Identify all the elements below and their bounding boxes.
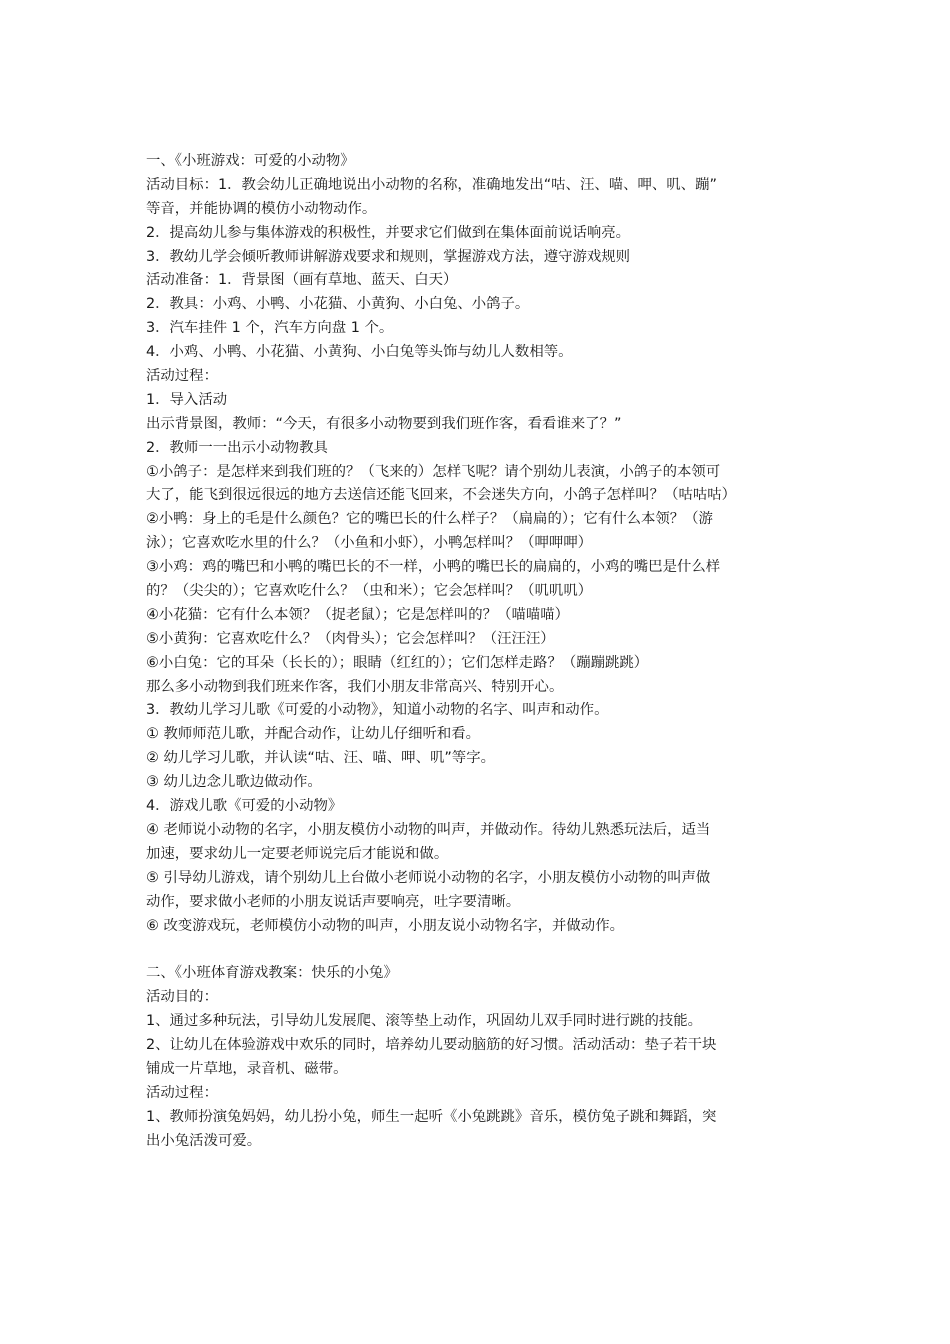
text-line: 活动准备：1．背景图（画有草地、蓝天、白天） — [146, 272, 458, 289]
text-line: 2．教具：小鸡、小鸭、小花猫、小黄狗、小白兔、小鸽子。 — [146, 296, 530, 313]
text-line: 加速，要求幼儿一定要老师说完后才能说和做。 — [146, 845, 449, 862]
text-line: 出示背景图，教师：“今天，有很多小动物要到我们班作客，看看谁来了？” — [146, 415, 622, 432]
text-line: 等音，并能协调的模仿小动物动作。 — [146, 200, 377, 217]
text-line: 1、通过多种玩法，引导幼儿发展爬、滚等垫上动作，巩固幼儿双手同时进行跳的技能。 — [146, 1013, 703, 1030]
text-line: 1．导入活动 — [146, 391, 228, 408]
text-line: ④ 老师说小动物的名字，小朋友模仿小动物的叫声，并做动作。待幼儿熟悉玩法后，适当 — [146, 821, 711, 838]
text-line: 2、让幼儿在体验游戏中欢乐的同时，培养幼儿要动脑筋的好习惯。活动活动：垫子若干块 — [146, 1036, 717, 1053]
text-line: 活动过程： — [146, 1084, 218, 1101]
text-line: ⑥ 改变游戏玩，老师模仿小动物的叫声，小朋友说小动物名字，并做动作。 — [146, 917, 624, 934]
text-line: 4．小鸡、小鸭、小花猫、小黄狗、小白兔等头饰与幼儿人数相等。 — [146, 344, 573, 361]
text-line: 2．教师一一出示小动物教具 — [146, 439, 328, 456]
text-line: 动作，要求做小老师的小朋友说话声要响亮，吐字要清晰。 — [146, 893, 521, 910]
text-line: ②小鸭：身上的毛是什么颜色？它的嘴巴长的什么样子？（扁扁的）；它有什么本领？（游 — [146, 511, 713, 528]
text-line: ⑤ 引导幼儿游戏，请个别幼儿上台做小老师说小动物的名字，小朋友模仿小动物的叫声做 — [146, 869, 711, 886]
text-line: ① 教师师范儿歌，并配合动作，让幼儿仔细听和看。 — [146, 726, 481, 743]
text-line: 3．教幼儿学会倾听教师讲解游戏要求和规则，掌握游戏方法，遵守游戏规则 — [146, 248, 631, 265]
text-line: 的？（尖尖的）；它喜欢吃什么？（虫和米）；它会怎样叫？（叽叽叽） — [146, 583, 593, 600]
text-line: 那么多小动物到我们班来作客，我们小朋友非常高兴、特别开心。 — [146, 678, 564, 695]
text-line: ③小鸡：鸡的嘴巴和小鸭的嘴巴长的不一样，小鸭的嘴巴长的扁扁的，小鸡的嘴巴是什么样 — [146, 559, 721, 576]
text-line: ⑤小黄狗：它喜欢吃什么？（肉骨头）；它会怎样叫？（汪汪汪） — [146, 630, 555, 647]
text-line: 1、教师扮演兔妈妈，幼儿扮小兔，师生一起听《小兔跳跳》音乐，模仿兔子跳和舞蹈，突 — [146, 1108, 717, 1125]
text-line: 活动过程： — [146, 368, 218, 385]
text-line: 3．汽车挂件 1 个，汽车方向盘 1 个。 — [146, 320, 394, 337]
text-line: ② 幼儿学习儿歌，并认读“咕、汪、喵、呷、叽”等字。 — [146, 750, 495, 767]
text-line: 大了，能飞到很远很远的地方去送信还能飞回来，不会迷失方向，小鸽子怎样叫？（咕咕咕） — [146, 487, 737, 504]
text-line: ③ 幼儿边念儿歌边做动作。 — [146, 774, 322, 791]
text-line: 出小兔活泼可爱。 — [146, 1132, 262, 1149]
section-2 — [146, 962, 816, 1153]
section-spacer — [146, 938, 816, 962]
text-line: 泳）；它喜欢吃水里的什么？（小鱼和小虾），小鸭怎样叫？（呷呷呷） — [146, 535, 593, 552]
section-1 — [146, 150, 816, 938]
text-line: 2．提高幼儿参与集体游戏的积极性，并要求它们做到在集体面前说话响亮。 — [146, 224, 631, 241]
text-line: ①小鸽子：是怎样来到我们班的？（飞来的）怎样飞呢？请个别幼儿表演，小鸽子的本领可 — [146, 463, 721, 480]
text-line: 3．教幼儿学习儿歌《可爱的小动物》，知道小动物的名字、叫声和动作。 — [146, 702, 609, 719]
section-1-title: 一、《小班游戏：可爱的小动物》 — [146, 153, 355, 169]
document-page — [146, 150, 816, 1153]
text-line: 活动目标：1．教会幼儿正确地说出小动物的名称，准确地发出“咕、汪、喵、呷、叽、蹦” — [146, 176, 717, 193]
text-line: ④小花猫：它有什么本领？（捉老鼠）；它是怎样叫的？（喵喵喵） — [146, 606, 570, 623]
text-line: 活动目的： — [146, 989, 218, 1006]
text-line: ⑥小白兔：它的耳朵（长长的）；眼睛（红红的）；它们怎样走路？（蹦蹦跳跳） — [146, 654, 649, 671]
text-line: 铺成一片草地，录音机、磁带。 — [146, 1060, 348, 1077]
text-line: 4．游戏儿歌《可爱的小动物》 — [146, 798, 343, 815]
section-2-title: 二、《小班体育游戏教案：快乐的小兔》 — [146, 965, 398, 982]
